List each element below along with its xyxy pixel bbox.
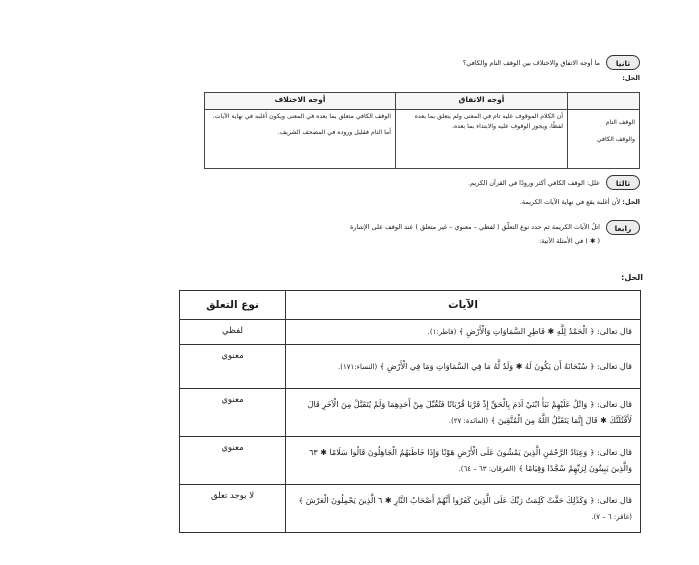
comparison-label-line-1: الوقف التام — [605, 119, 635, 126]
ayah-text: قال تعالى: ﴿ وَعِبَادُ الرَّحْمَٰنِ الَّذِينَ يَمْشُونَ عَلَى الْأَرْضِ هَوْنًا وَإِذَا خَاطَبَهُمُ الْجَاهِلُونَ قَالُوا سَلَامًا ✱ ٦٣ وَالَّذِينَ يَبِيتُونَ لِرَبِّهِمْ سُجَّدًا وَقِيَامًا ﴾ — [309, 447, 632, 473]
comparison-row-label — [568, 110, 640, 169]
type-cell: لا يوجد تعلق — [180, 485, 286, 533]
question-four-text-line-1: اتلُ الآيات الكريمة ثم حدد نوع التعلّق ( لفظي – معنوي – غير متعلق ) عند الوقف على الإشارة — [349, 223, 600, 231]
question-three-answer — [520, 197, 640, 207]
question-two-badge: ثانيا — [606, 55, 640, 70]
ayah-reference: (المائدة: ٢٧). — [448, 416, 489, 425]
ayah-reference: (الفرقان: ٦٣ – ٦٤). — [458, 464, 516, 473]
comparison-table — [204, 92, 640, 169]
ayah-cell — [286, 389, 641, 437]
comparison-differ-line-2: أما التام فقليل وروده في المصحف الشريف. — [277, 129, 391, 136]
comparison-differ-cell — [205, 110, 396, 169]
type-cell: معنوي — [180, 345, 286, 389]
comparison-agree-cell: أن الكلام الموقوف عليه تام في المعنى ولم يتعلق بما بعده لفظًا، ويجوز الوقوف عليه والابتداء بما بعده. — [396, 110, 568, 169]
ayah-text: قال تعالى: ﴿ وَكَذَٰلِكَ حَقَّتْ كَلِمَتُ رَبِّكَ عَلَى الَّذِينَ كَفَرُوا أَنَّهُمْ أَصْحَابُ النَّارِ ✱ ٦ الَّذِينَ يَحْمِلُونَ الْعَرْشَ ﴾ — [298, 495, 632, 505]
comparison-header-row — [205, 93, 640, 110]
ayah-cell — [286, 320, 641, 345]
ayah-reference: (النساء:١٧١). — [338, 362, 378, 371]
type-cell: لفظي — [180, 320, 286, 345]
ayah-reference: (غافر: ٦ – ٧). — [591, 512, 632, 521]
ayat-header-row — [180, 291, 641, 320]
question-four-badge: رابعا — [606, 220, 640, 235]
table-row — [180, 485, 641, 533]
comparison-label-line-2: والوقف الكافي — [596, 136, 635, 143]
question-three-section — [205, 175, 640, 215]
ayah-cell — [286, 437, 641, 485]
table-row — [180, 437, 641, 485]
question-three-text: علل: الوقف الكافي أكثر ورودًا في القرآن الكريم. — [468, 179, 600, 187]
question-three-answer-label: الحل: — [622, 198, 640, 206]
header-type: نوع التعلق — [180, 291, 286, 320]
comparison-row — [205, 110, 640, 169]
table-row — [180, 389, 641, 437]
question-three-answer-text: لأن أغلبه يقع في نهاية الآيات الكريمة. — [519, 198, 621, 206]
ayah-cell — [286, 345, 641, 389]
question-four-text-line-2: ( ✱ ) في الأمثلة الآتية: — [539, 237, 600, 245]
ayah-cell — [286, 485, 641, 533]
question-two-answer-label: الحل: — [622, 74, 640, 82]
ayah-text: قال تعالى: ﴿ سُبْحَانَهُ أَن يَكُونَ لَهُ ✱ وَلَدٌ لَّهُ مَا فِي السَّمَاوَاتِ وَمَا فِي الْأَرْضِ ﴾ — [379, 361, 632, 371]
ayah-text: قال تعالى: ﴿ وَاتْلُ عَلَيْهِمْ نَبَأَ ابْنَيْ آدَمَ بِالْحَقِّ إِذْ قَرَّبَا قُرْبَانًا فَتُقُبِّلَ مِنْ أَحَدِهِمَا وَلَمْ يُتَقَبَّلْ مِنَ الْآخَرِ قَالَ لَأَقْتُلَنَّكَ ✱ قَالَ إِنَّمَا يَتَقَبَّلُ اللَّهُ مِنَ الْمُتَّقِينَ ﴾ — [307, 399, 632, 425]
question-three-badge: ثالثا — [606, 175, 640, 190]
type-cell: معنوي — [180, 389, 286, 437]
comparison-header-agree: أوجه الاتفاق — [396, 93, 568, 110]
ayah-reference: (فاطر:١). — [427, 328, 457, 336]
ayah-text: قال تعالى: ﴿ الْحَمْدُ لِلَّهِ ✱ فَاطِرِ السَّمَاوَاتِ وَالْأَرْضِ ﴾ — [458, 327, 632, 336]
solution-label: الحل: — [621, 273, 643, 282]
type-cell: معنوي — [180, 437, 286, 485]
table-row — [180, 320, 641, 345]
ayat-table — [179, 290, 641, 533]
header-ayat: الآيات — [286, 291, 641, 320]
question-four-section — [205, 218, 640, 263]
comparison-header-differ: أوجه الاختلاف — [205, 93, 396, 110]
question-two-text: ما أوجه الاتفاق والاختلاف بين الوقف التام والكافي؟ — [462, 59, 600, 67]
table-row — [180, 345, 641, 389]
question-two-section — [205, 55, 640, 170]
comparison-differ-line-1: الوقف الكافي متعلق بما بعده في المعنى ويكون أغلبه في نهاية الآيات. — [212, 113, 391, 120]
comparison-header-empty — [568, 93, 640, 110]
